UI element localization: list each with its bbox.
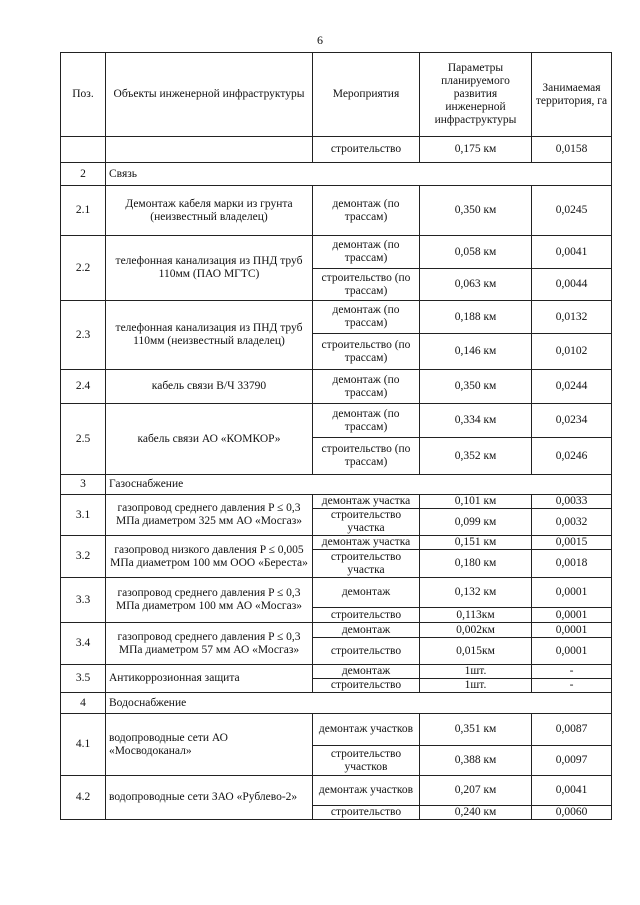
table-row xyxy=(61,623,612,638)
measure-cell: демонтаж участка xyxy=(313,536,420,550)
pos-cell: 3.3 xyxy=(61,578,106,623)
area-cell: 0,0132 xyxy=(532,301,612,334)
param-cell: 0,350 км xyxy=(420,186,532,236)
section-title: Водоснабжение xyxy=(106,693,612,714)
area-cell: - xyxy=(532,679,612,693)
pos-cell: 2.4 xyxy=(61,370,106,404)
area-cell: 0,0018 xyxy=(532,550,612,578)
section-pos: 2 xyxy=(61,163,106,186)
table-row xyxy=(61,404,612,438)
table-row xyxy=(61,186,612,236)
area-cell: 0,0041 xyxy=(532,776,612,806)
param-cell: 0,207 км xyxy=(420,776,532,806)
section-pos: 3 xyxy=(61,475,106,495)
measure-cell: строительство xyxy=(313,137,420,163)
table-header-row xyxy=(61,53,612,137)
area-cell: 0,0245 xyxy=(532,186,612,236)
pos-cell: 2.1 xyxy=(61,186,106,236)
section-row xyxy=(61,693,612,714)
measure-cell: демонтаж (по трассам) xyxy=(313,301,420,334)
header-measure: Мероприятия xyxy=(313,53,420,137)
measure-cell: строительство (по трассам) xyxy=(313,334,420,370)
object-cell: газопровод низкого давления P ≤ 0,005 МПа диаметром 100 мм ООО «Береста» xyxy=(106,536,313,578)
area-cell: 0,0001 xyxy=(532,623,612,638)
measure-cell: строительство (по трассам) xyxy=(313,438,420,475)
section-row xyxy=(61,475,612,495)
section-row xyxy=(61,163,612,186)
param-cell: 0,146 км xyxy=(420,334,532,370)
measure-cell: демонтаж участка xyxy=(313,495,420,509)
area-cell: 0,0032 xyxy=(532,509,612,536)
area-cell: 0,0033 xyxy=(532,495,612,509)
param-cell: 0,175 км xyxy=(420,137,532,163)
measure-cell: строительство xyxy=(313,806,420,820)
pos-cell: 3.4 xyxy=(61,623,106,665)
measure-cell: строительство xyxy=(313,638,420,665)
pos-cell: 2.5 xyxy=(61,404,106,475)
section-title: Газоснабжение xyxy=(106,475,612,495)
param-cell: 0,063 км xyxy=(420,269,532,301)
area-cell: 0,0001 xyxy=(532,638,612,665)
pos-cell: 2.3 xyxy=(61,301,106,370)
object-cell: телефонная канализация из ПНД труб 110мм (ПАО МГТС) xyxy=(106,236,313,301)
object-cell: водопроводные сети ЗАО «Рублево-2» xyxy=(106,776,313,820)
table-row xyxy=(61,776,612,806)
area-cell: 0,0044 xyxy=(532,269,612,301)
measure-cell: строительство xyxy=(313,608,420,623)
header-pos: Поз. xyxy=(61,53,106,137)
object-cell: телефонная канализация из ПНД труб 110мм (неизвестный владелец) xyxy=(106,301,313,370)
area-cell: 0,0097 xyxy=(532,746,612,776)
area-cell: 0,0234 xyxy=(532,404,612,438)
section-pos: 4 xyxy=(61,693,106,714)
param-cell: 0,058 км xyxy=(420,236,532,269)
measure-cell: демонтаж (по трассам) xyxy=(313,370,420,404)
area-cell: - xyxy=(532,665,612,679)
table-row xyxy=(61,578,612,608)
measure-cell: строительство участков xyxy=(313,746,420,776)
pos-cell: 3.1 xyxy=(61,495,106,536)
table-row xyxy=(61,495,612,509)
measure-cell: строительство xyxy=(313,679,420,693)
measure-cell: демонтаж (по трассам) xyxy=(313,236,420,269)
param-cell: 0,352 км xyxy=(420,438,532,475)
measure-cell: демонтаж xyxy=(313,665,420,679)
pos-cell: 4.1 xyxy=(61,714,106,776)
table-row xyxy=(61,301,612,334)
object-cell: газопровод среднего давления P ≤ 0,3 МПа диаметром 325 мм АО «Мосгаз» xyxy=(106,495,313,536)
measure-cell: демонтаж xyxy=(313,623,420,638)
param-cell: 0,351 км xyxy=(420,714,532,746)
table-row xyxy=(61,536,612,550)
object-cell: Антикоррозионная защита xyxy=(106,665,313,693)
param-cell: 1шт. xyxy=(420,679,532,693)
param-cell: 0,388 км xyxy=(420,746,532,776)
area-cell: 0,0015 xyxy=(532,536,612,550)
header-params: Параметры планируемого развития инженерной инфраструктуры xyxy=(420,53,532,137)
header-area: Занимаемая территория, га xyxy=(532,53,612,137)
param-cell: 0,334 км xyxy=(420,404,532,438)
measure-cell: демонтаж (по трассам) xyxy=(313,186,420,236)
area-cell: 0,0244 xyxy=(532,370,612,404)
page-number: 6 xyxy=(317,33,323,47)
area-cell: 0,0041 xyxy=(532,236,612,269)
object-cell: газопровод среднего давления P ≤ 0,3 МПа диаметром 100 мм АО «Мосгаз» xyxy=(106,578,313,623)
param-cell: 0,132 км xyxy=(420,578,532,608)
param-cell: 0,113км xyxy=(420,608,532,623)
param-cell: 0,240 км xyxy=(420,806,532,820)
object-cell: газопровод среднего давления P ≤ 0,3 МПа диаметром 57 мм АО «Мосгаз» xyxy=(106,623,313,665)
table-row xyxy=(61,714,612,746)
area-cell: 0,0001 xyxy=(532,578,612,608)
measure-cell: демонтаж участков xyxy=(313,776,420,806)
pos-cell: 4.2 xyxy=(61,776,106,820)
area-cell: 0,0158 xyxy=(532,137,612,163)
object-cell: Демонтаж кабеля марки из грунта (неизвестный владелец) xyxy=(106,186,313,236)
measure-cell: строительство участка xyxy=(313,550,420,578)
param-cell: 0,101 км xyxy=(420,495,532,509)
object-cell: водопроводные сети АО «Мосводоканал» xyxy=(106,714,313,776)
area-cell: 0,0001 xyxy=(532,608,612,623)
measure-cell: демонтаж xyxy=(313,578,420,608)
pos-cell: 2.2 xyxy=(61,236,106,301)
object-cell: кабель связи АО «КОМКОР» xyxy=(106,404,313,475)
measure-cell: демонтаж (по трассам) xyxy=(313,404,420,438)
pos-cell: 3.2 xyxy=(61,536,106,578)
param-cell: 0,350 км xyxy=(420,370,532,404)
pos-cell: 3.5 xyxy=(61,665,106,693)
measure-cell: строительство (по трассам) xyxy=(313,269,420,301)
area-cell: 0,0102 xyxy=(532,334,612,370)
area-cell: 0,0087 xyxy=(532,714,612,746)
area-cell: 0,0060 xyxy=(532,806,612,820)
table-row xyxy=(61,370,612,404)
measure-cell: строительство участка xyxy=(313,509,420,536)
table-row xyxy=(61,236,612,269)
param-cell: 0,002км xyxy=(420,623,532,638)
param-cell: 0,151 км xyxy=(420,536,532,550)
param-cell: 1шт. xyxy=(420,665,532,679)
param-cell: 0,099 км xyxy=(420,509,532,536)
param-cell: 0,188 км xyxy=(420,301,532,334)
infrastructure-table xyxy=(60,52,612,820)
section-title: Связь xyxy=(106,163,612,186)
object-cell: кабель связи В/Ч 33790 xyxy=(106,370,313,404)
measure-cell: демонтаж участков xyxy=(313,714,420,746)
table-row xyxy=(61,665,612,679)
header-object: Объекты инженерной инфраструктуры xyxy=(106,53,313,137)
area-cell: 0,0246 xyxy=(532,438,612,475)
param-cell: 0,180 км xyxy=(420,550,532,578)
param-cell: 0,015км xyxy=(420,638,532,665)
table-row xyxy=(61,137,612,163)
